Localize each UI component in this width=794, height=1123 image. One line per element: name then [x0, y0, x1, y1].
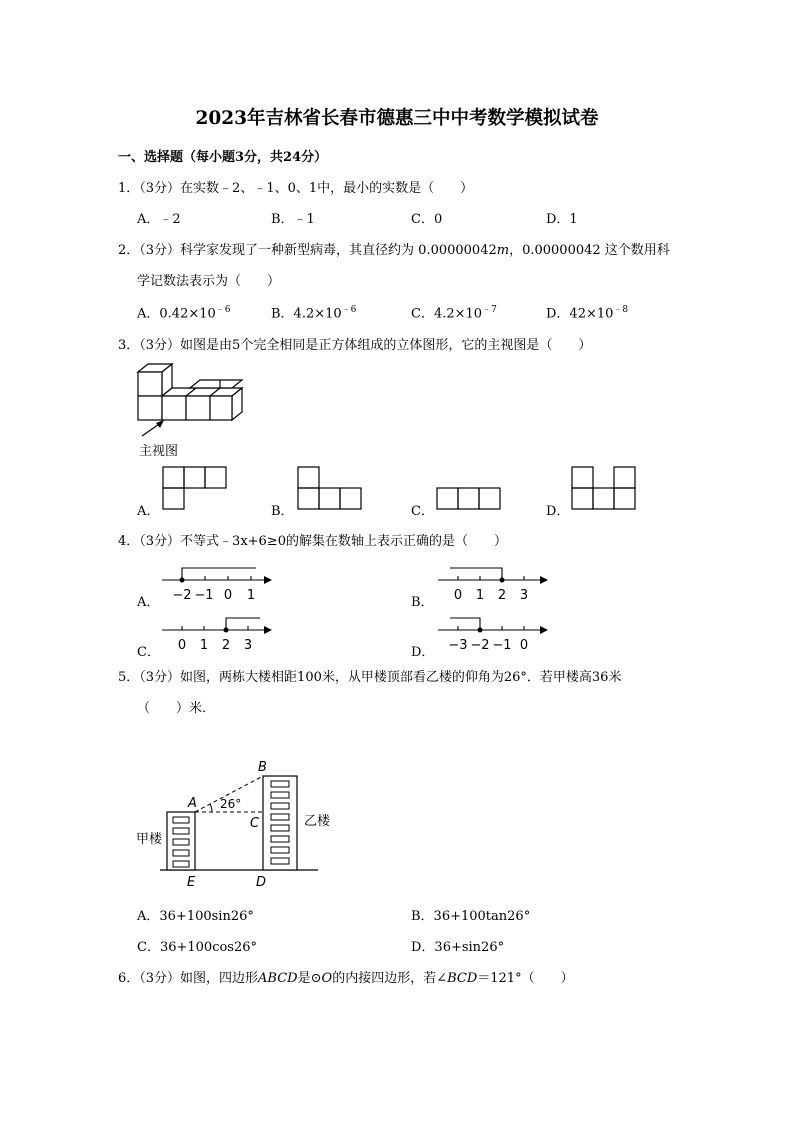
tick-label: −2 — [172, 588, 192, 602]
q5-buildings-diagram — [130, 752, 330, 892]
q5-option-c: C．36+100cos26° — [137, 940, 258, 955]
tick-label: −3 — [448, 638, 468, 652]
tick-label: −1 — [492, 638, 512, 652]
question-6-stem: 6．（3分）如图，四边形ABCD是⊙O的内接四边形，若∠BCD＝121°（ ） — [118, 971, 574, 986]
q4-option-d-numberline — [436, 612, 552, 652]
tick-label: 2 — [497, 588, 507, 602]
q4-option-a: A． — [137, 595, 160, 610]
label-c: C — [250, 816, 260, 831]
q4-option-d: D． — [411, 645, 435, 660]
label-d: D — [256, 875, 267, 890]
q1-option-d: D．1 — [546, 212, 578, 227]
q1-option-c: C．0 — [411, 212, 443, 227]
q5-option-d: D．36+sin26° — [411, 940, 505, 955]
q1-option-b: B．﹣1 — [271, 212, 315, 227]
q3-main-view-label: 主视图 — [139, 444, 179, 459]
question-5-stem-line1: 5．（3分）如图，两栋大楼相距100米，从甲楼顶部看乙楼的仰角为26°．若甲楼高36米 — [118, 670, 622, 685]
q3-option-a-figure — [162, 466, 230, 512]
q4-option-b: B． — [411, 595, 434, 610]
question-4-stem: 4．（3分）不等式﹣3x+6≥0的解集在数轴上表示正确的是（ ） — [118, 534, 507, 549]
tick-label: −1 — [194, 588, 214, 602]
section-heading: 一、选择题（每小题3分，共24分） — [118, 150, 328, 165]
q3-option-a: A． — [137, 504, 160, 519]
q2-option-d: D．$42\times 10^{﹣8}$ — [546, 305, 629, 322]
question-3-stem: 3．（3分）如图是由5个完全相同是正方体组成的立体图形，它的主视图是（ ） — [118, 338, 592, 353]
q2-option-c: C．$4.2\times 10^{﹣7}$ — [411, 305, 497, 322]
question-5-stem-line2: （ ）米． — [137, 701, 216, 716]
q3-option-c-figure — [436, 487, 504, 513]
label-right-building: 乙楼 — [304, 814, 330, 829]
label-e: E — [187, 875, 196, 890]
tick-label: 1 — [475, 588, 485, 602]
tick-label: 1 — [246, 588, 256, 602]
q3-option-d: D． — [546, 504, 570, 519]
label-a: A — [188, 796, 197, 811]
question-2-stem-line2: 学记数法表示为（ ） — [137, 274, 281, 289]
q5-option-a: A．36+100sin26° — [137, 909, 254, 924]
label-b: B — [258, 760, 267, 775]
tick-label: 0 — [519, 638, 529, 652]
tick-label: 1 — [199, 638, 209, 652]
q3-option-d-figure — [571, 466, 639, 512]
q4-option-c: C． — [137, 645, 160, 660]
question-2-stem-line1: 2．（3分）科学家发现了一种新型病毒，其直径约为 0.00000042m，0.00000042 这个数用科 — [118, 243, 670, 258]
tick-label: 2 — [221, 638, 231, 652]
q1-option-a: A．﹣2 — [137, 212, 181, 227]
q2-option-a: A．$0.42\times 10^{﹣6}$ — [137, 305, 231, 322]
question-1-stem: 1．（3分）在实数﹣2、﹣1、0、1中，最小的实数是（ ） — [118, 181, 474, 196]
q2-option-b: B．$4.2\times 10^{﹣6}$ — [271, 305, 357, 322]
q4-option-a-numberline — [160, 562, 276, 602]
tick-label: 3 — [519, 588, 529, 602]
q4-option-b-numberline — [436, 562, 552, 602]
label-angle: 26° — [220, 797, 242, 811]
tick-label: 0 — [223, 588, 233, 602]
q3-option-b: B． — [271, 504, 294, 519]
tick-label: 0 — [453, 588, 463, 602]
q3-option-c: C． — [411, 504, 434, 519]
tick-label: 0 — [177, 638, 187, 652]
tick-label: −2 — [470, 638, 490, 652]
q3-option-b-figure — [297, 466, 365, 512]
label-left-building: 甲楼 — [136, 832, 163, 847]
q4-option-c-numberline — [160, 612, 276, 652]
q5-option-b: B．36+100tan26° — [411, 909, 531, 924]
tick-label: 3 — [243, 638, 253, 652]
page-title: 2023年吉林省长春市德惠三中中考数学模拟试卷 — [195, 108, 599, 129]
